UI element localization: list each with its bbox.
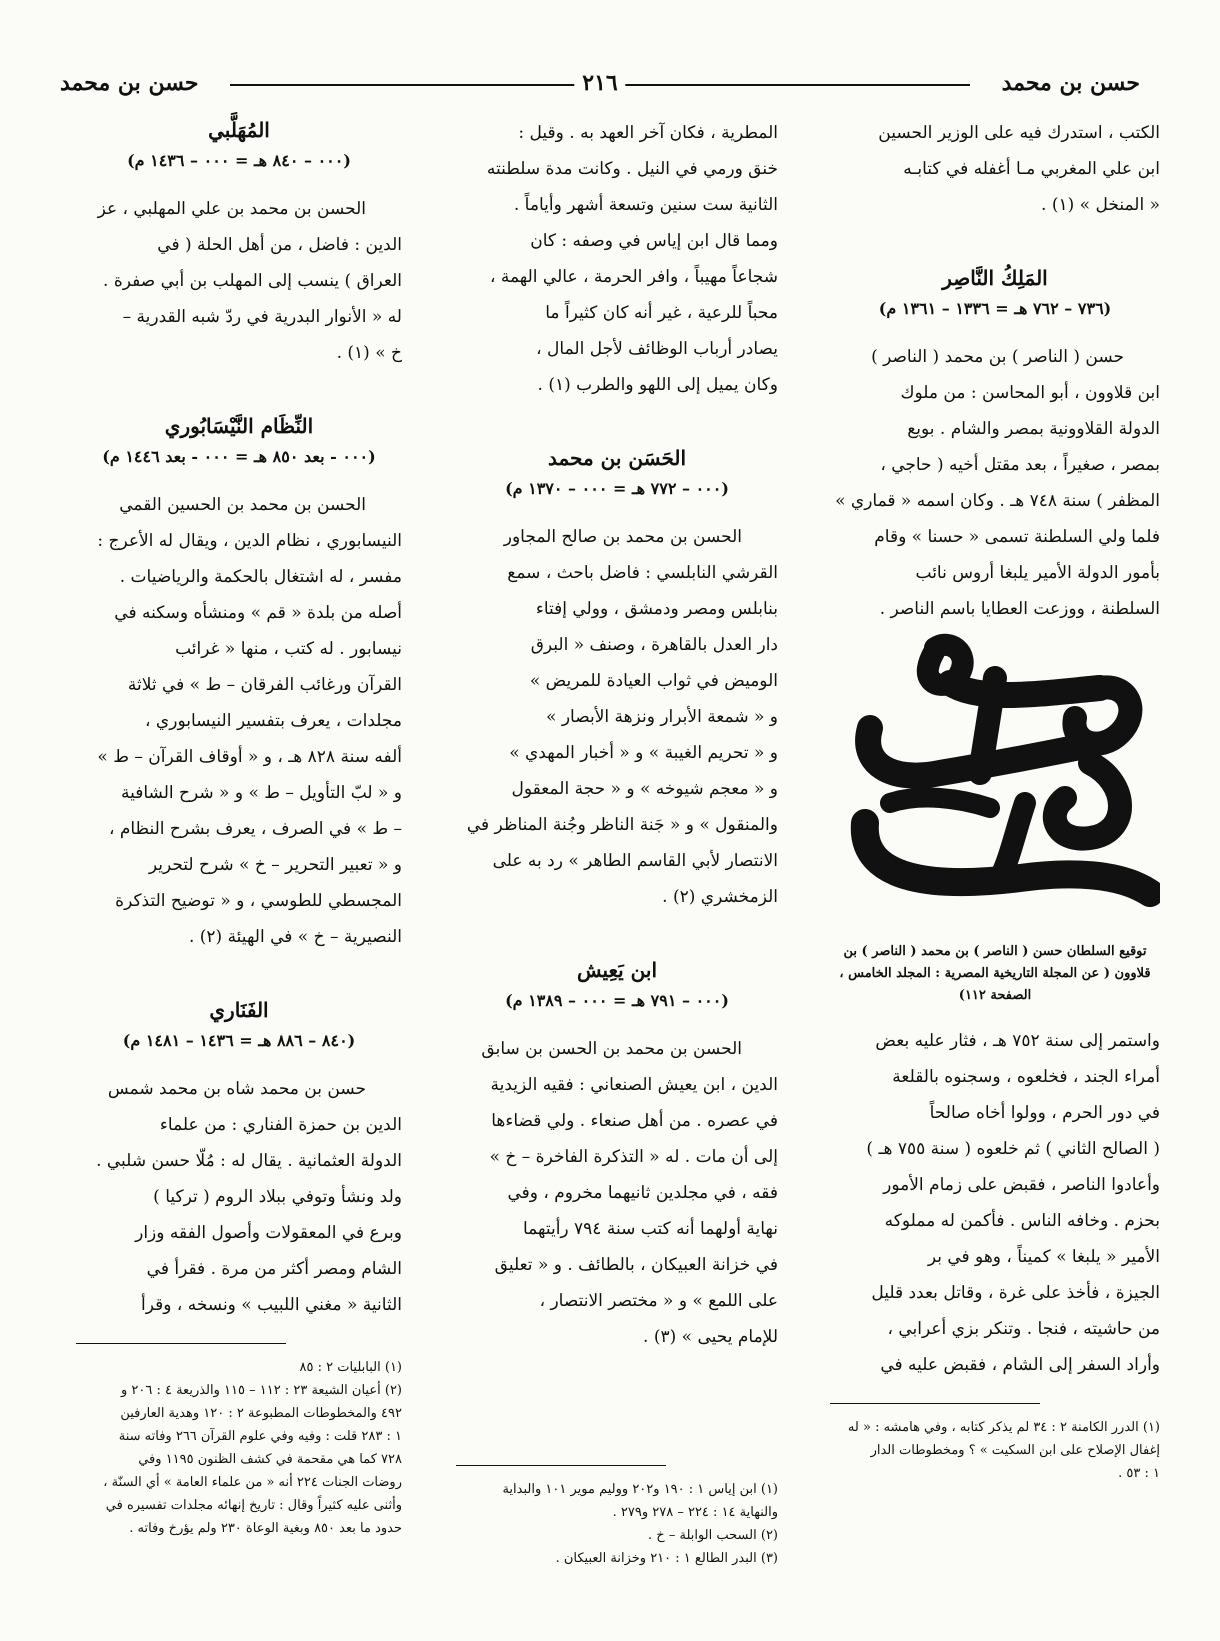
text-line: أمراء الجند ، فخلعوه ، وسجنوه بالقلعة [892, 1067, 1160, 1087]
text-line: بحزم . وخافه الناس . فأكمن له مملوكه [884, 1211, 1160, 1231]
text-line: و « لبّ التأويل – ط » و « شرح الشافية [121, 783, 402, 803]
text-line: الثانية ست سنين وتسعة أشهر وأياماً . [513, 195, 778, 215]
entry-dates: (٠٠٠ – ٨٤٠ هـ = ٠٠٠ – ١٤٣٦ م) [127, 151, 351, 170]
entry-dates: (٠٠٠ - بعد ٨٥٠ هـ = ٠٠٠ - بعد ١٤٤٦ م) [102, 447, 376, 466]
footnote-line: (٣) البدر الطالع ١ : ٢١٠ وخزانة العبيكان . [555, 1551, 778, 1566]
text-line: شجاعاً مهيباً ، وافر الحرمة ، عالي الهمة ، [489, 267, 778, 287]
text-line: الحسن بن محمد بن صالح المجاور [503, 527, 742, 547]
text-line: بنابلس ومصر ودمشق ، وولي إفتاء [535, 599, 778, 619]
footnote-line: (١) البابليات ٢ : ٨٥ [299, 1360, 402, 1375]
entry-dates: (٠٠٠ – ٧٩١ هـ = ٠٠٠ – ١٣٨٩ م) [505, 991, 729, 1010]
text-line: مجلدات ، يعرف بتفسير النيسابوري ، [145, 711, 402, 731]
text-line: وأعادوا الناصر ، فقبض على زمام الأمور [883, 1175, 1160, 1195]
entry-body-continued [830, 1023, 1160, 1383]
text-line: بمصر ، صغيراً ، بعد مقتل أخيه ( حاجي ، [880, 455, 1160, 475]
text-line: محباً للرعية ، غير أنه كان كثيراً ما [545, 303, 778, 323]
text-line: النصيرية – خ » في الهيئة (٢) . [188, 927, 402, 947]
text-line: وكان يميل إلى اللهو والطرب (١) . [537, 375, 778, 395]
entry-title: الفَنَاري [209, 998, 269, 1022]
text-line: وأراد السفر إلى الشام ، فقبض عليه في [880, 1355, 1160, 1375]
text-line: حسن ( الناصر ) بن محمد ( الناصر ) [871, 347, 1124, 367]
text-line: دار العدل بالقاهرة ، وصنف « البرق [530, 635, 778, 655]
text-line: في عصره . من أهل صنعاء . ولي قضاءها [491, 1111, 778, 1131]
text-line: الدين : فاضل ، من أهل الحلة ( في [157, 235, 402, 255]
text-line: ومما قال ابن إياس في وصفه : كان [530, 231, 778, 251]
text-line: فلما ولي السلطنة تسمى « حسنا » وقام [874, 527, 1160, 547]
text-line: و « معجم شيوخه » و « حجة المعقول [511, 779, 778, 799]
footnote-line: ٤٩٢ والمخطوطات المطبوعة ٢ : ١٢٠ وهدية العارفين [120, 1406, 402, 1421]
running-header [60, 70, 1140, 110]
text-line: – ط » في الصرف ، يعرف بشرح النظام ، [108, 819, 402, 839]
text-line: في دور الحرم ، وولوا أخاه صالحاً [929, 1103, 1160, 1123]
text-line: المجسطي للطوسي ، و « توضيح التذكرة [115, 891, 402, 911]
text-line: و « تعبير التحرير – خ » شرح لتحرير [148, 855, 402, 875]
continued-text [830, 115, 1160, 223]
footnote-line: (١) الدرر الكامنة ٢ : ٣٤ لم يذكر كتابه ، وفي هامشه : « له [847, 1420, 1160, 1435]
entry-title: ابن يَعِيش [576, 958, 658, 982]
entry-title: المُهَلَّبي [208, 118, 270, 142]
entry-dates: (٧٣٦ – ٧٦٢ هـ = ١٣٣٦ – ١٣٦١ م) [878, 299, 1112, 318]
entry-dates: (٠٠٠ – ٧٧٢ هـ = ٠٠٠ – ١٣٧٠ م) [505, 479, 729, 498]
footnote-line: ١ : ٥٣ . [1118, 1466, 1160, 1481]
footnote-line: حدود ما بعد ٨٥٠ وبغية الوعاة ٢٣٠ ولم يؤرخ وفاته . [129, 1521, 402, 1536]
text-line: نهاية أولهما أنه كتب سنة ٧٩٤ رأيتهما [523, 1219, 778, 1239]
text-line: القرآن ورغائب الفرقان – ط » في ثلاثة [127, 675, 402, 695]
entry-title: النِّظَام النَّيْسَابُوري [164, 414, 314, 438]
text-line: الدولة العثمانية . يقال له : مُلّا حسن شلبي . [96, 1151, 402, 1171]
text-line: السلطنة ، ووزعت العطايا باسم الناصر . [879, 599, 1160, 619]
text-line: في خزانة العبيكان ، بالطائف . و « تعليق [494, 1255, 778, 1275]
sultan-signature-image [830, 633, 1160, 933]
text-line: الحسن بن محمد بن الحسن بن سابق [481, 1039, 742, 1059]
entry-title: الحَسَن بن محمد [547, 446, 687, 470]
text-line: المطرية ، فكان آخر العهد به . وقيل : [518, 123, 778, 143]
text-line: من حاشيته ، فنجا . وتنكر بزي أعرابي ، [887, 1319, 1160, 1339]
text-line: على اللمع » و « مختصر الانتصار ، [539, 1291, 778, 1311]
text-line: خ » (١) . [336, 343, 402, 363]
text-line: الدين بن حمزة الفناري : من علماء [159, 1115, 402, 1135]
text-line: وبرع في المعقولات وأصول الفقه وزار [135, 1223, 402, 1243]
text-line: الأمير « يلبغا » كميناً ، وهو في بر [927, 1247, 1160, 1267]
text-line: فقه ، في مجلدين ثانيهما مخروم ، وفي [507, 1183, 778, 1203]
footnotes [456, 1478, 778, 1570]
page-number: ٢١٦ [574, 70, 625, 96]
text-line: الشام ومصر أكثر من مرة . فقرأ في [146, 1259, 402, 1279]
text-line: نيسابور . له كتب ، منها « غرائب [175, 639, 402, 659]
column-right [830, 115, 1160, 1485]
entry-body [830, 339, 1160, 627]
text-line: الانتصار لأبي القاسم الطاهر » رد به على [492, 851, 778, 871]
text-line: الدين ، ابن يعيش الصنعاني : فقيه الزيدية [490, 1075, 778, 1095]
text-line: حسن بن محمد شاه بن محمد شمس [107, 1079, 366, 1099]
footnote-line: والنهاية ١٤ : ٢٢٤ – ٢٧٨ و٢٧٩ . [612, 1505, 778, 1520]
text-line: مفسر ، له اشتغال بالحكمة والرياضيات . [119, 567, 402, 587]
text-line: يصادر أرباب الوظائف لأجل المال ، [536, 339, 778, 359]
header-left-title: حسن بن محمد [60, 70, 199, 96]
entry-body [76, 191, 402, 371]
text-line: ولد ونشأ وتوفي ببلاد الروم ( تركيا ) [153, 1187, 402, 1207]
entry-body [76, 487, 402, 955]
text-line: ( الصالح الثاني ) ثم خلعوه ( سنة ٧٥٥ هـ ) [866, 1139, 1160, 1159]
header-rule-right [615, 84, 970, 86]
text-line: للإمام يحيى » (٣) . [643, 1327, 778, 1347]
entry-body [456, 519, 778, 915]
text-line: والمنقول » و « جَنة الناظر وجُنة المناظر في [466, 815, 778, 835]
footnote-line: إغفال الإصلاح على ابن السكيت » ؟ ومخطوطات الدار [870, 1443, 1160, 1458]
footnote-line: روضات الجنات ٢٢٤ أنه « من علماء العامة » أي السنّة ، [103, 1475, 402, 1490]
text-line: ابن علي المغربي مـا أغفله في كتابـه [903, 159, 1160, 179]
column-left [76, 115, 402, 1540]
footnote-line: ٧٢٨ كما هي مقحمة في كشف الظنون ١١٩٥ وفي [138, 1452, 402, 1467]
text-line: الكتب ، استدرك فيه على الوزير الحسين [878, 123, 1160, 143]
text-line: الوميض في ثواب العيادة للمريض » [529, 671, 778, 691]
text-line: أصله من بلدة « قم » ومنشأه وسكنه في [114, 603, 402, 623]
text-line: ابن قلاوون ، أبو المحاسن : من ملوك [900, 383, 1160, 403]
signature-caption: توقيع السلطان حسن ( الناصر ) بن محمد ( الناصر ) بن قلاوون ( عن المجلة التاريخية المصرية : المجلد الخامس ، الصفحة ١١٢) [839, 944, 1151, 1003]
text-line: و « شمعة الأبرار ونزهة الأبصار » [546, 707, 778, 727]
text-line: الحسن بن محمد بن الحسين القمي [119, 495, 366, 515]
text-line: إلى أن مات . له « التذكرة الفاخرة – خ » [489, 1147, 778, 1167]
text-line: خنق ورمي في النيل . وكانت مدة سلطنته [486, 159, 778, 179]
text-line: الحسن بن محمد بن علي المهلبي ، عز [97, 199, 366, 219]
text-line: بأمور الدولة الأمير يلبغا أروس نائب [915, 563, 1160, 583]
entry-title: المَلِكُ النَّاصِر [942, 266, 1048, 290]
text-line: له « الأنوار البدرية في ردّ شبه القدرية – [122, 307, 402, 327]
text-line: و « تحريم الغيبة » و « أخبار المهدي » [509, 743, 778, 763]
footnote-line: وأثنى عليه كثيراً وقال : تاريخ إنهائه مجلدات تفسيره في [105, 1498, 402, 1513]
footnotes [830, 1416, 1160, 1485]
footnote-line: (٢) السحب الوابلة – خ . [648, 1528, 778, 1543]
entry-dates: (٨٤٠ – ٨٨٦ هـ = ١٤٣٦ – ١٤٨١ م) [122, 1031, 356, 1050]
text-line: الجيزة ، فأخذ على غرة ، وقاتل بعدد قليل [871, 1283, 1160, 1303]
text-line: المظفر ) سنة ٧٤٨ هـ . وكان اسمه « قماري » [835, 491, 1160, 511]
text-line: النيسابوري ، نظام الدين ، ويقال له الأعرج : [97, 531, 402, 551]
text-line: القرشي النابلسي : فاضل باحث ، سمع [507, 563, 778, 583]
column-middle [456, 115, 778, 1570]
footnote-line: (١) ابن إياس ١ : ١٩٠ و٢٠٢ ووليم موير ١٠١ والبداية [502, 1482, 778, 1497]
text-line: واستمر إلى سنة ٧٥٢ هـ ، فثار عليه بعض [875, 1031, 1160, 1051]
footnote-line: (٢) أعيان الشيعة ٢٣ : ١١٢ – ١١٥ والذريعة ٤ : ٢٠٦ و [120, 1383, 402, 1398]
entry-body [456, 1031, 778, 1355]
text-line: الثانية « مغني اللبيب » ونسخه ، وقرأ [140, 1295, 402, 1315]
text-line: الدولة القلاوونية بمصر والشام . بويع [907, 419, 1160, 439]
continued-text [456, 115, 778, 403]
text-line: العراق ) ينسب إلى المهلب بن أبي صفرة . [103, 271, 402, 291]
header-right-title: حسن بن محمد [1001, 70, 1140, 96]
header-rule-left [230, 84, 585, 86]
text-line: « المنخل » (١) . [1041, 195, 1160, 215]
text-line: ألفه سنة ٨٢٨ هـ ، و « أوقاف القرآن – ط » [97, 747, 402, 767]
text-line: الزمخشري (٢) . [662, 887, 778, 907]
entry-body [76, 1071, 402, 1323]
footnotes [76, 1356, 402, 1540]
footnote-line: ١ : ٢٨٣ قلت : وفيه وفي علوم القرآن ٢٦٦ وفاته سنة [118, 1429, 402, 1444]
